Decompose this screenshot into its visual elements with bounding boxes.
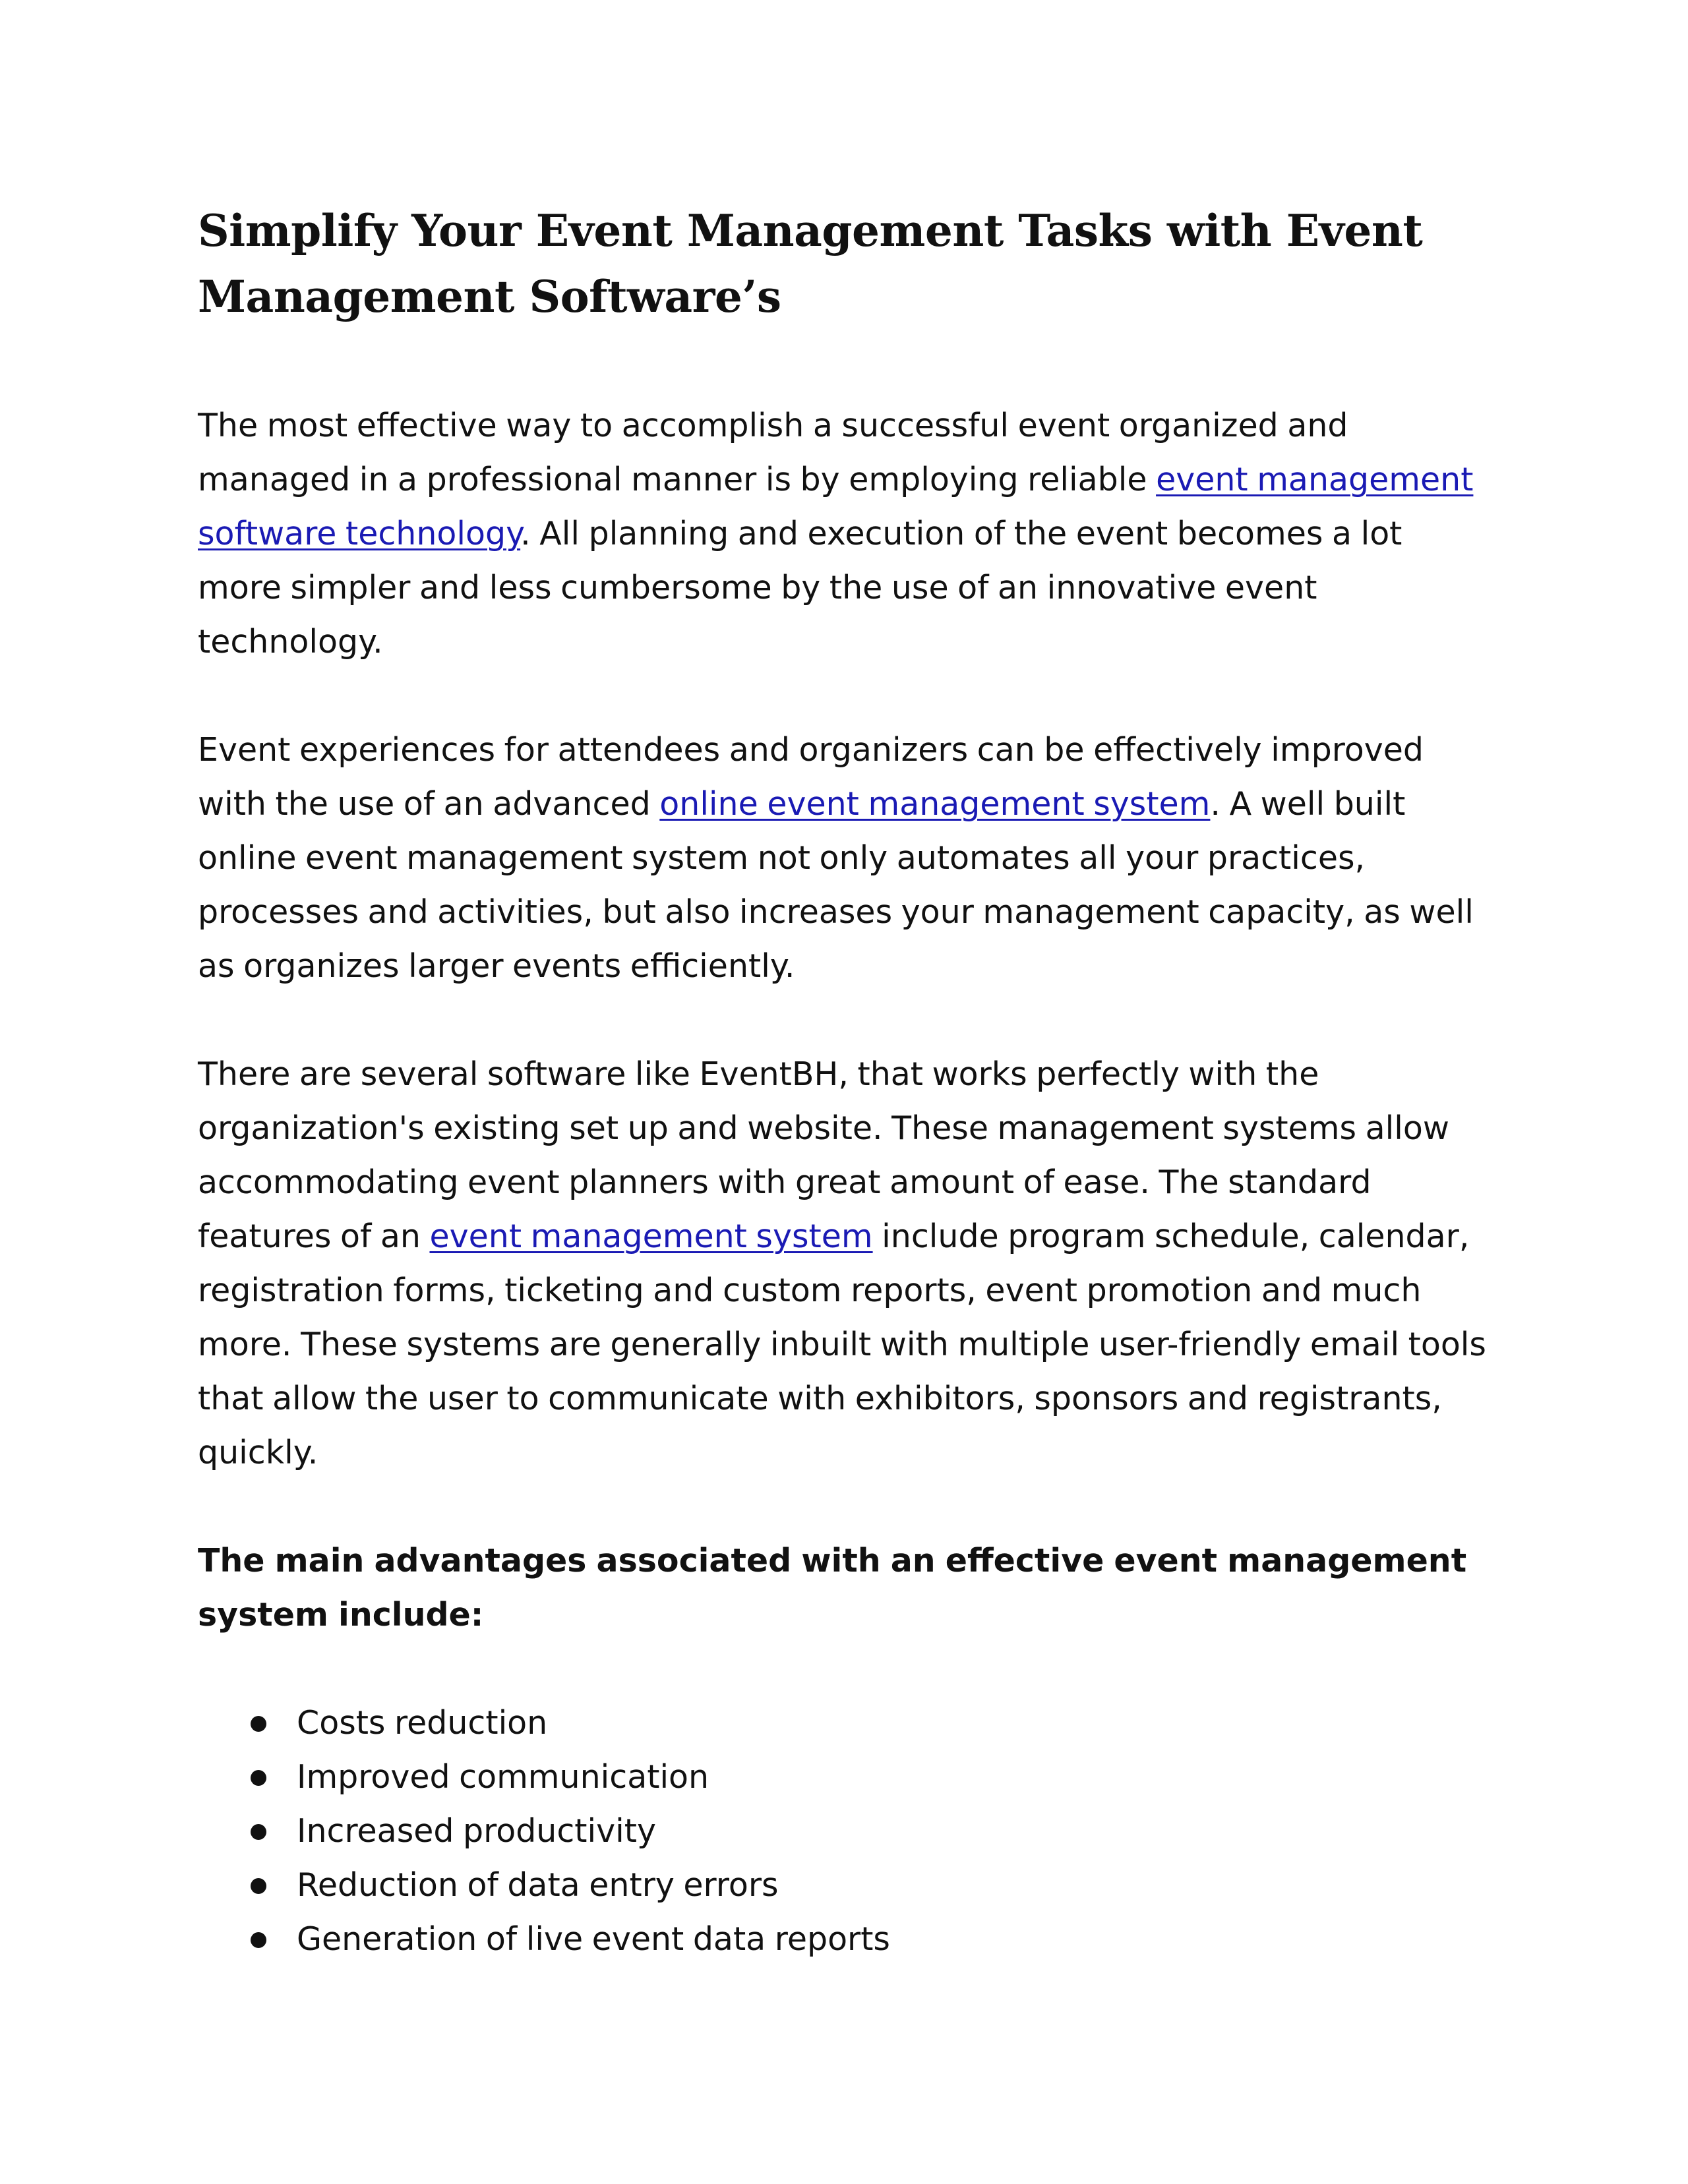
paragraph-text: . All planning and execution of the event becomes a lot more simpler and less cumbersome by the use of an innovative event technology. — [198, 515, 1402, 661]
list-item-text: Improved communication — [297, 1758, 709, 1796]
bullet-icon — [251, 1770, 266, 1786]
link-event-management-software-technology[interactable]: event management software technology — [198, 461, 1474, 552]
list-item-text: Reduction of data entry errors — [297, 1866, 779, 1904]
paragraph-text: . A well built online event management system not only automates all your practices, processes and activities, but also increases your management capacity, as well as organizes larger events efficiently. — [198, 785, 1474, 985]
link-online-event-management-system[interactable]: online event management system — [659, 785, 1211, 823]
list-item — [251, 1912, 1490, 1966]
paragraph-text: include program schedule, calendar, registration forms, ticketing and custom reports, event promotion and much more. These systems are generally inbuilt with multiple user-friendly email tools that allow the user to communicate with exhibitors, sponsors and registrants, quickly. — [198, 1218, 1486, 1471]
advantages-list — [198, 1696, 1490, 1966]
bullet-icon — [251, 1716, 266, 1732]
list-item — [251, 1750, 1490, 1804]
paragraph-experiences — [198, 723, 1490, 993]
document-page — [198, 198, 1490, 1966]
paragraph-text: There are several software like EventBH, that works perfectly with the organization's existing set up and website. These management systems allow accommodating event planners with great amount of ease. The standard features of an — [198, 1055, 1449, 1255]
paragraph-text: The most effective way to accomplish a successful event organized and managed in a professional manner is by employing reliable — [198, 407, 1348, 498]
paragraph-text: Event experiences for attendees and organizers can be effectively improved with the use of an advanced — [198, 731, 1424, 823]
list-item-text: Generation of live event data reports — [297, 1920, 890, 1958]
document-title: Simplify Your Event Management Tasks with Event Management Software’s — [198, 205, 1423, 322]
list-item — [251, 1696, 1490, 1750]
bullet-icon — [251, 1878, 266, 1894]
paragraph-intro — [198, 399, 1490, 669]
advantages-heading: The main advantages associated with an effective event management system include: — [198, 1542, 1467, 1634]
link-event-management-system[interactable]: event management system — [429, 1218, 873, 1255]
paragraph-software — [198, 1048, 1490, 1480]
bullet-icon — [251, 1824, 266, 1840]
list-item — [251, 1858, 1490, 1912]
list-item-text: Costs reduction — [297, 1704, 548, 1742]
list-item — [251, 1804, 1490, 1858]
bullet-icon — [251, 1932, 266, 1948]
list-item-text: Increased productivity — [297, 1812, 656, 1850]
